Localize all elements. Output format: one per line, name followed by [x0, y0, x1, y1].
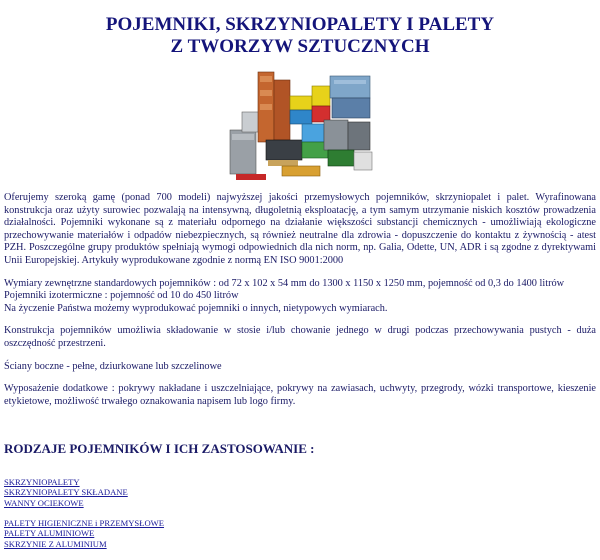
- equipment-paragraph: Wyposażenie dodatkowe : pokrywy nakładane i uszczelniające, pokrywy na zawiasach, uchwyty, przegrody, wózki transportowe, kieszenie etykietowe, możliwość trwałego oznakowania napisem lub logo firmy.: [4, 383, 596, 407]
- dimensions-text: Wymiary zewnętrzne standardowych pojemników : od 72 x 102 x 54 mm do 1300 x 1150 x 1250 mm, pojemność od 0,3 do 1400 litrów: [4, 277, 565, 289]
- description: [4, 192, 596, 418]
- link-wanny-ociekowe[interactable]: WANNY OCIEKOWE: [4, 497, 84, 508]
- specs-block: [4, 278, 596, 316]
- page-title: [0, 14, 600, 58]
- title-line-2: Z TWORZYW SZTUCZNYCH: [170, 36, 430, 57]
- walls-paragraph: Ściany boczne - pełne, dziurkowane lub szczelinowe: [4, 360, 222, 372]
- isothermal-text: Pojemniki izotermiczne : pojemność od 10 do 450 litrów: [4, 290, 239, 302]
- section-heading: RODZAJE POJEMNIKÓW I ICH ZASTOSOWANIE :: [4, 441, 315, 456]
- link-skrzyniopalety[interactable]: SKRZYNIOPALETY: [4, 477, 80, 487]
- link-palety-aluminiowe[interactable]: PALETY ALUMINIOWE: [4, 528, 95, 539]
- product-image: [228, 70, 374, 182]
- link-skrzynie-aluminium[interactable]: SKRZYNIE Z ALUMINIUM: [4, 538, 107, 549]
- custom-size-text: Na życzenie Państwa możemy wyprodukować pojemniki o innych, nietypowych wymiarach.: [4, 302, 388, 314]
- link-group-2: [4, 518, 596, 549]
- title-line-1: POJEMNIKI, SKRZYNIOPALETY I PALETY: [105, 14, 495, 35]
- intro-paragraph: Oferujemy szeroką gamę (ponad 700 modeli) najwyższej jakości przemysłowych pojemników, skrzyniopalet i palet. Wyrafinowana konstrukcja oraz użyty surowiec pozwalają na intensywną, długoletnią eksploatację, a tym samym utrzymanie niskich kosztów prowadzenia działalności. Pojemniki wykonane są z materiału odpornego na działanie większości substancji chemicznych - umożliwiają ekologiczne przechowywanie materiałów i odpadów niebezpiecznych, są również neutralne dla zdrowia - dopuszczenie do kontaktu z żywnością - atest PZH. Poszczególne grupy produktów spełniają wymogi odpowiednich dla nich norm, np. Galia, Odette, UN, ADR i są zgodne z dyrektywami Unii Europejskiej. Artykuły wyprodukowane zgodnie z normą EN ISO 9001:2000: [4, 192, 596, 266]
- link-palety-higieniczne[interactable]: PALETY HIGIENICZNE i PRZEMYSŁOWE: [4, 518, 165, 528]
- link-skrzyniopalety-skladane[interactable]: SKRZYNIOPALETY SKŁADANE: [4, 487, 128, 498]
- construction-paragraph: Konstrukcja pojemników umożliwia składowanie w stosie i/lub chowanie jednego w drugi podczas przechowywania pustych - duża oszczędność przestrzeni.: [4, 325, 596, 349]
- link-group-1: [4, 477, 596, 508]
